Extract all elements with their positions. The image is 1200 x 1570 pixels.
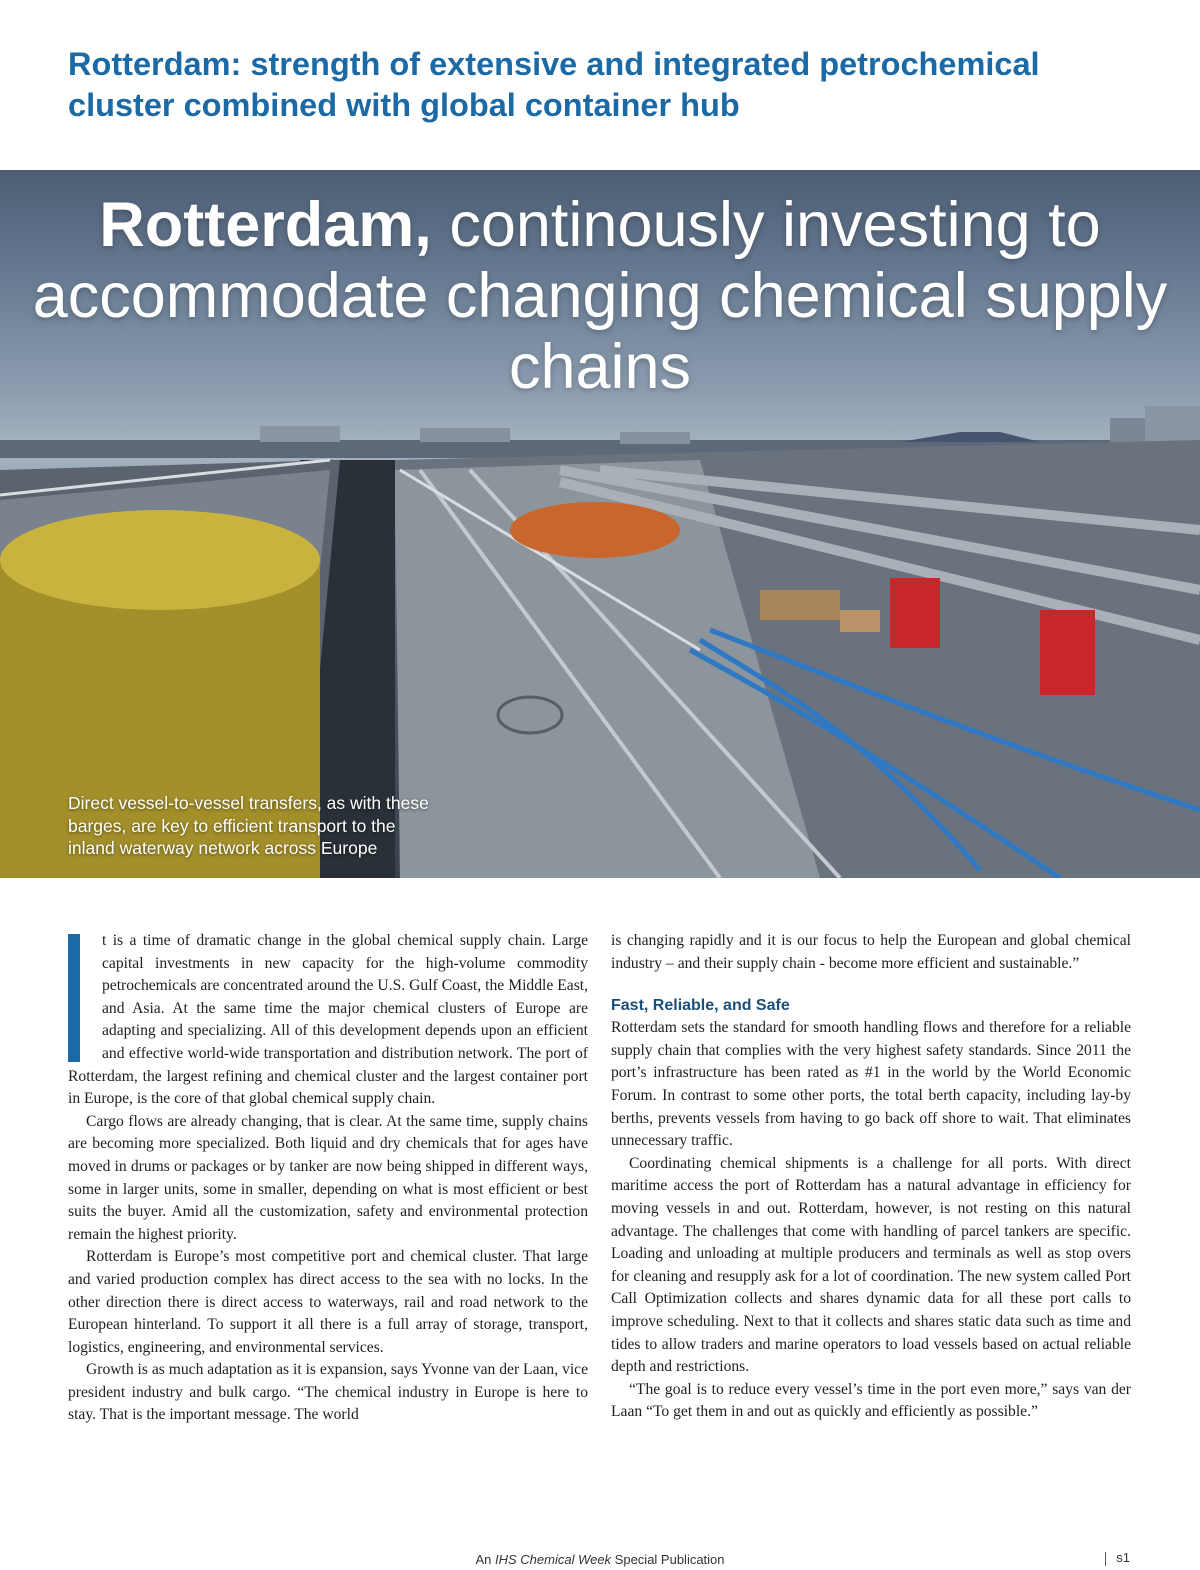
page-footer (0, 1552, 1200, 1567)
hero-photo (0, 170, 1200, 878)
page-folio (1105, 1550, 1130, 1566)
article-paragraph: Rotterdam sets the standard for smooth handling flows and therefore for a reliable supply chain that complies with the very highest safety standards. Since 2011 the port’s infrastructure has been rated as #1 in the world by the World Economic Forum. In contrast to some other ports, the total berth capacity, including lay-by berths, prevents vessels from having to go back off shore to wait. That eliminates unnecessary traffic. (611, 1019, 1131, 1150)
article-paragraph: Growth is as much adaptation as it is expansion, says Yvonne van der Laan, vice president industry and bulk cargo. “The chemical industry in Europe is here to stay. That is the important message. The world (68, 1361, 588, 1424)
page-headline: Rotterdam: strength of extensive and integrated petrochemical cluster combined with global container hub (68, 46, 1040, 123)
article-column-left (68, 930, 588, 1427)
folio-divider (1105, 1552, 1106, 1566)
drop-cap-bar (68, 934, 80, 1062)
article-paragraph: t is a time of dramatic change in the global chemical supply chain. Large capital investments in new capacity for the high-volume commodity petrochemicals are concentrated around the U.S. Gulf Coast, the Middle East, and Asia. At the same time the major chemical clusters of Europe are adapting and specializing. All of this development depends upon an efficient and effective world-wide transportation and distribution network. The port of Rotterdam, the largest refining and chemical cluster and the largest container port in Europe, is the core of that global chemical supply chain. (68, 932, 588, 1108)
footer-prefix: An (475, 1552, 495, 1567)
page-number: s1 (1116, 1550, 1130, 1565)
hero-title-rest: continously investing to accommodate changing chemical supply chains (32, 190, 1168, 402)
footer-suffix: Special Publication (611, 1552, 725, 1567)
article-paragraph: Cargo flows are already changing, that is clear. At the same time, supply chains are becoming more specialized. Both liquid and dry chemicals that for ages have moved in drums or packages or by tanker are now being shipped in different ways, some in larger units, some in smaller, depending on what is most efficient or best suits the buyer. Amid all the customization, safety and environmental protection remain the highest priority. (68, 1112, 588, 1243)
article-paragraph: is changing rapidly and it is our focus to help the European and global chemical industry – and their supply chain - become more efficient and sustainable.” (611, 932, 1131, 972)
article-paragraph: Coordinating chemical shipments is a challenge for all ports. With direct maritime access the port of Rotterdam has a natural advantage in efficiency for moving vessels in and out. Rotterdam, however, is not resting on this natural advantage. The challenges that come with handling of parcel tankers are specific. Loading and unloading at multiple producers and terminals as well as stop overs for cleaning and resupply ask for a lot of coordination. The new system called Port Call Optimization collects and shares dynamic data for all these port calls to improve scheduling. Next to that it collects and shares static data such as time and tides to allow traders and marine operators to load vessels based on actual reliable depth and restrictions. (611, 1154, 1131, 1376)
photo-caption: Direct vessel-to-vessel transfers, as with these barges, are key to efficient transport to the inland waterway network across Europe (68, 793, 429, 858)
article-column-right (611, 930, 1131, 1424)
article-paragraph: “The goal is to reduce every vessel’s time in the port even more,” says van der Laan “To get them in and out as quickly and efficiently as possible.” (611, 1380, 1131, 1421)
section-subhead: Fast, Reliable, and Safe (611, 997, 790, 1015)
article-paragraph: Rotterdam is Europe’s most competitive port and chemical cluster. That large and varied production complex has direct access to the sea with no locks. In the other direction there is direct access to waterways, rail and road network to the European hinterland. To support it all there is a full array of storage, transport, logistics, engineering, and environmental services. (68, 1248, 588, 1356)
footer-publication: IHS Chemical Week (494, 1552, 612, 1567)
hero-title-bold: Rotterdam, (99, 190, 432, 260)
hero-title (0, 190, 1200, 403)
